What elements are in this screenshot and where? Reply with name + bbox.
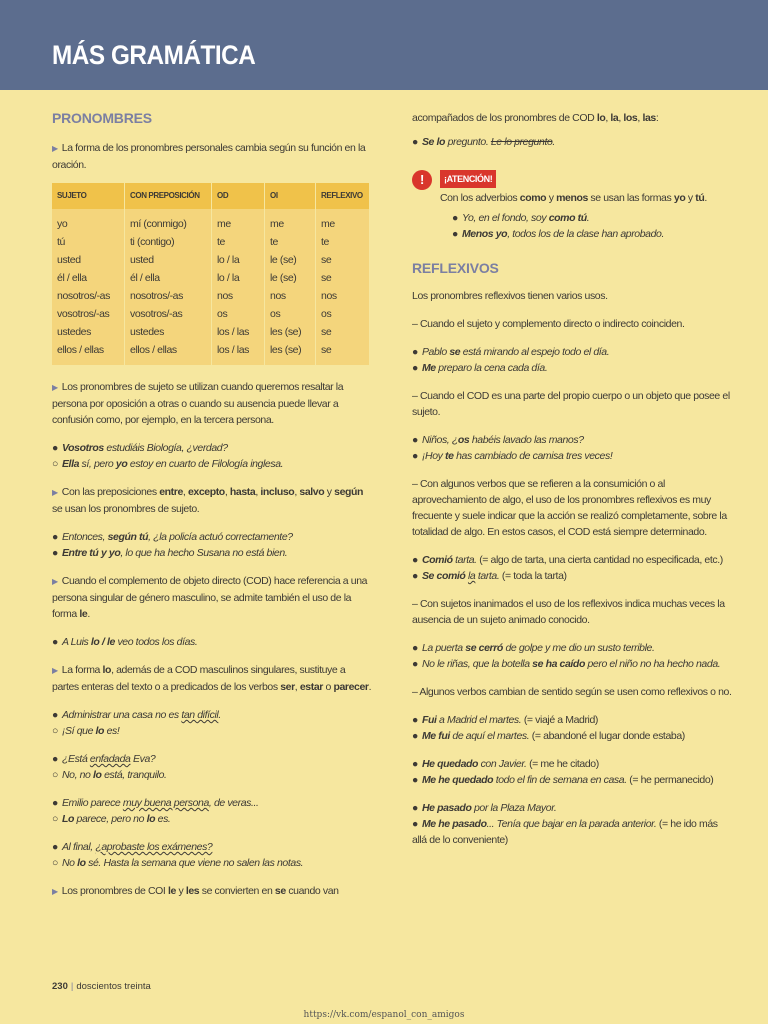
page-number-words: doscientos treinta: [76, 981, 151, 992]
bullet-dot-icon: ●: [412, 658, 418, 670]
table-cell: ti (contigo): [125, 233, 212, 251]
table-cell: los / las: [212, 341, 265, 365]
table-cell: yo: [52, 209, 125, 233]
page-number: 230: [52, 981, 68, 992]
example-line: ○ Ella sí, pero yo estoy en cuarto de Filología inglesa.: [52, 458, 284, 470]
example-group: [412, 552, 734, 584]
triangle-bullet-icon: ▶: [52, 666, 58, 675]
triangle-bullet-icon: ▶: [52, 887, 58, 896]
table-cell: nosotros/-as: [125, 287, 212, 305]
paragraph-intro: ▶ La forma de los pronombres personales cambia según su función en la oración.: [52, 142, 366, 171]
table-header: REFLEXIVO: [316, 183, 370, 209]
example-line: ● La puerta se cerró de golpe y me dio un susto terrible.: [412, 642, 655, 654]
paragraph-preposiciones: ▶ Con las preposiciones entre, excepto, hasta, incluso, salvo y según se usan los pronombres de sujeto.: [52, 486, 364, 515]
page-title: MÁS GRAMÁTICA: [52, 40, 256, 70]
table-cell: ellos / ellas: [52, 341, 125, 365]
example-group: [412, 432, 734, 464]
table-cell: mí (conmigo): [125, 209, 212, 233]
example-line: ○ ¡Sí que lo es!: [52, 725, 120, 737]
bullet-dot-icon: ●: [412, 714, 418, 726]
example-group: [412, 344, 734, 376]
table-cell: te: [265, 233, 316, 251]
bullet-dot-icon: ●: [452, 228, 458, 240]
table-cell: vosotros/-as: [125, 305, 212, 323]
table-cell: le (se): [265, 269, 316, 287]
example-line: ● Fui a Madrid el martes. (= viajé a Madrid): [412, 714, 599, 726]
table-cell: me: [316, 209, 370, 233]
bullet-dot-icon: ●: [412, 570, 418, 582]
bullet-dot-icon: ●: [52, 531, 58, 543]
table-cell: usted: [52, 251, 125, 269]
table-cell: nosotros/-as: [52, 287, 125, 305]
bullet-circle-icon: ○: [52, 813, 58, 825]
example-group: [52, 707, 372, 739]
table-cell: se: [316, 251, 370, 269]
bullet-dot-icon: ●: [52, 753, 58, 765]
left-column: [52, 110, 372, 900]
section-title-reflexivos: REFLEXIVOS: [412, 260, 499, 276]
bullet-dot-icon: ●: [412, 730, 418, 742]
example-group: [412, 712, 734, 744]
exclamation-icon: !: [412, 170, 432, 190]
example-line: ● Comió tarta. (= algo de tarta, una cierta cantidad no especificada, etc.): [412, 554, 723, 566]
source-url: https://vk.com/espanol_con_amigos: [303, 1010, 465, 1020]
table-row: [52, 341, 370, 365]
example-line: ○ No lo sé. Hasta la semana que viene no salen las notas.: [52, 857, 304, 869]
bullet-dot-icon: ●: [412, 450, 418, 462]
section-title-pronombres: PRONOMBRES: [52, 110, 152, 126]
bullet-dot-icon: ●: [52, 841, 58, 853]
attention-text: Con los adverbios como y menos se usan las formas yo y tú.: [440, 192, 707, 204]
table-row: [52, 269, 370, 287]
table-cell: se: [316, 269, 370, 287]
paragraph-case-3: – Con algunos verbos que se refieren a la consumición o al aprovechamiento de algo, el uso de los pronombres reflexivos es muy frecuente y suele indicar que la acción se realizó completamente, sobre la totalidad de algo. En estos casos, el COD está siempre determinado.: [412, 478, 727, 538]
paragraph-continuation: acompañados de los pronombres de COD lo, la, los, las:: [412, 112, 659, 124]
table-cell: nos: [316, 287, 370, 305]
table-row: [52, 287, 370, 305]
table-cell: se: [316, 341, 370, 365]
example-group: [52, 795, 372, 827]
table-header: OI: [265, 183, 316, 209]
bullet-circle-icon: ○: [52, 857, 58, 869]
bullet-dot-icon: ●: [412, 554, 418, 566]
bullet-dot-icon: ●: [52, 636, 58, 648]
bullet-dot-icon: ●: [412, 642, 418, 654]
example-line: ● No le riñas, que la botella se ha caído pero el niño no ha hecho nada.: [412, 658, 721, 670]
bullet-dot-icon: ●: [412, 802, 418, 814]
bullet-dot-icon: ●: [412, 774, 418, 786]
table-header: CON PREPOSICIÓN: [125, 183, 212, 209]
bullet-dot-icon: ●: [412, 818, 418, 830]
table-cell: ellos / ellas: [125, 341, 212, 365]
table-row: [52, 233, 370, 251]
example-group: [412, 640, 734, 672]
table-cell: os: [316, 305, 370, 323]
paragraph-case-1: – Cuando el sujeto y complemento directo o indirecto coinciden.: [412, 318, 685, 330]
table-cell: os: [265, 305, 316, 323]
example-group: [52, 751, 372, 783]
example-line: ○ Lo parece, pero no lo es.: [52, 813, 171, 825]
table-header: OD: [212, 183, 265, 209]
attention-badge: ¡ATENCIÓN!: [440, 170, 496, 188]
example-line: ○ No, no lo está, tranquilo.: [52, 769, 167, 781]
bullet-circle-icon: ○: [52, 725, 58, 737]
example-line: ● Entonces, según tú, ¿la policía actuó correctamente?: [52, 531, 293, 543]
right-column: [412, 110, 734, 848]
example-line: ● He quedado con Javier. (= me he citado): [412, 758, 599, 770]
example-line: ● Niños, ¿os habéis lavado las manos?: [412, 434, 584, 446]
example-line: ● Entre tú y yo, lo que ha hecho Susana no está bien.: [52, 547, 288, 559]
example-line: ● Emilio parece muy buena persona, de veras...: [52, 797, 259, 809]
table-cell: les (se): [265, 341, 316, 365]
paragraph-case-2: – Cuando el COD es una parte del propio cuerpo o un objeto que posee el sujeto.: [412, 390, 730, 418]
example-group: [52, 839, 372, 871]
example-group: [52, 634, 372, 650]
example-line: ● Me he quedado todo el fin de semana en casa. (= he permanecido): [412, 774, 714, 786]
paragraph-sujeto: ▶ Los pronombres de sujeto se utilizan cuando queremos resaltar la persona por oposición a otras o cuando su ausencia puede llevar a confusión como, por ejemplo, en la tercera persona.: [52, 381, 344, 426]
page-footer: 230 | doscientos treinta: [52, 981, 151, 992]
table-cell: nos: [212, 287, 265, 305]
table-cell: nos: [265, 287, 316, 305]
table-header-row: [52, 183, 370, 209]
paragraph-case-4: – Con sujetos inanimados el uso de los reflexivos indica muchas veces la ausencia de un sujeto animado conocido.: [412, 598, 725, 626]
example-line: ● He pasado por la Plaza Mayor.: [412, 802, 557, 814]
table-cell: él / ella: [125, 269, 212, 287]
table-cell: los / las: [212, 323, 265, 341]
table-row: [52, 251, 370, 269]
table-cell: les (se): [265, 323, 316, 341]
paragraph-cod: ▶ Cuando el complemento de objeto directo (COD) hace referencia a una persona singular de género masculino, se admite también el uso de la forma le.: [52, 575, 368, 620]
table-cell: le (se): [265, 251, 316, 269]
example-line: ● Administrar una casa no es tan difícil.: [52, 709, 221, 721]
table-cell: vosotros/-as: [52, 305, 125, 323]
example-line: ● Me he pasado... Tenía que bajar en la parada anterior. (= he ido más allá de lo conveniente): [412, 818, 718, 846]
bullet-dot-icon: ●: [412, 136, 418, 148]
example-line: ● A Luis lo / le veo todos los días.: [52, 636, 198, 648]
triangle-bullet-icon: ▶: [52, 488, 58, 497]
table-cell: lo / la: [212, 269, 265, 287]
example-line: ● ¡Hoy te has cambiado de camisa tres veces!: [412, 450, 613, 462]
table-cell: se: [316, 323, 370, 341]
table-cell: lo / la: [212, 251, 265, 269]
example-line: ● Pablo se está mirando al espejo todo el día.: [412, 346, 610, 358]
triangle-bullet-icon: ▶: [52, 383, 58, 392]
bullet-dot-icon: ●: [412, 346, 418, 358]
example-group: [52, 440, 372, 472]
table-cell: ustedes: [52, 323, 125, 341]
example-group: [412, 756, 734, 788]
table-cell: os: [212, 305, 265, 323]
table-row: [52, 323, 370, 341]
table-body: [52, 209, 370, 365]
example-line: ● Vosotros estudiáis Biología, ¿verdad?: [52, 442, 228, 454]
example-line: ● Yo, en el fondo, soy como tú.: [452, 212, 590, 224]
attention-box: [412, 170, 734, 242]
table-cell: tú: [52, 233, 125, 251]
bullet-dot-icon: ●: [52, 709, 58, 721]
paragraph-coi: ▶ Los pronombres de COI le y les se convierten en se cuando van: [52, 885, 339, 897]
table-cell: me: [212, 209, 265, 233]
table-cell: ustedes: [125, 323, 212, 341]
paragraph-lo: ▶ La forma lo, además de a COD masculinos singulares, sustituye a partes enteras del texto o a predicados de los verbos ser, estar o parecer.: [52, 664, 372, 693]
bullet-dot-icon: ●: [52, 442, 58, 454]
triangle-bullet-icon: ▶: [52, 577, 58, 586]
bullet-dot-icon: ●: [452, 212, 458, 224]
bullet-dot-icon: ●: [52, 797, 58, 809]
table-header: SUJETO: [52, 183, 125, 209]
bullet-dot-icon: ●: [52, 547, 58, 559]
example-line: ● Me preparo la cena cada día.: [412, 362, 548, 374]
example-line: ● Se lo pregunto. Le lo pregunto.: [412, 136, 555, 148]
bullet-circle-icon: ○: [52, 458, 58, 470]
table-row: [52, 305, 370, 323]
example-line: ● Me fui de aquí el martes. (= abandoné el lugar donde estaba): [412, 730, 685, 742]
page-header: [0, 0, 768, 90]
example-group: [52, 529, 372, 561]
bullet-dot-icon: ●: [412, 434, 418, 446]
table-cell: te: [212, 233, 265, 251]
example-line: ● Se comió la tarta. (= toda la tarta): [412, 570, 567, 582]
table-row: [52, 209, 370, 233]
paragraph-intro-reflexivos: Los pronombres reflexivos tienen varios usos.: [412, 290, 608, 302]
paragraph-case-5: – Algunos verbos cambian de sentido según se usen como reflexivos o no.: [412, 686, 732, 698]
triangle-bullet-icon: ▶: [52, 144, 58, 153]
table-cell: me: [265, 209, 316, 233]
bullet-circle-icon: ○: [52, 769, 58, 781]
example-line: ● Al final, ¿aprobaste los exámenes?: [52, 841, 213, 853]
table-cell: te: [316, 233, 370, 251]
example-line: ● Menos yo, todos los de la clase han aprobado.: [452, 228, 665, 240]
pronouns-table: [52, 183, 370, 365]
table-cell: él / ella: [52, 269, 125, 287]
example-group: [412, 800, 734, 848]
bullet-dot-icon: ●: [412, 758, 418, 770]
bullet-dot-icon: ●: [412, 362, 418, 374]
example-line: ● ¿Está enfadada Eva?: [52, 753, 156, 765]
table-cell: usted: [125, 251, 212, 269]
